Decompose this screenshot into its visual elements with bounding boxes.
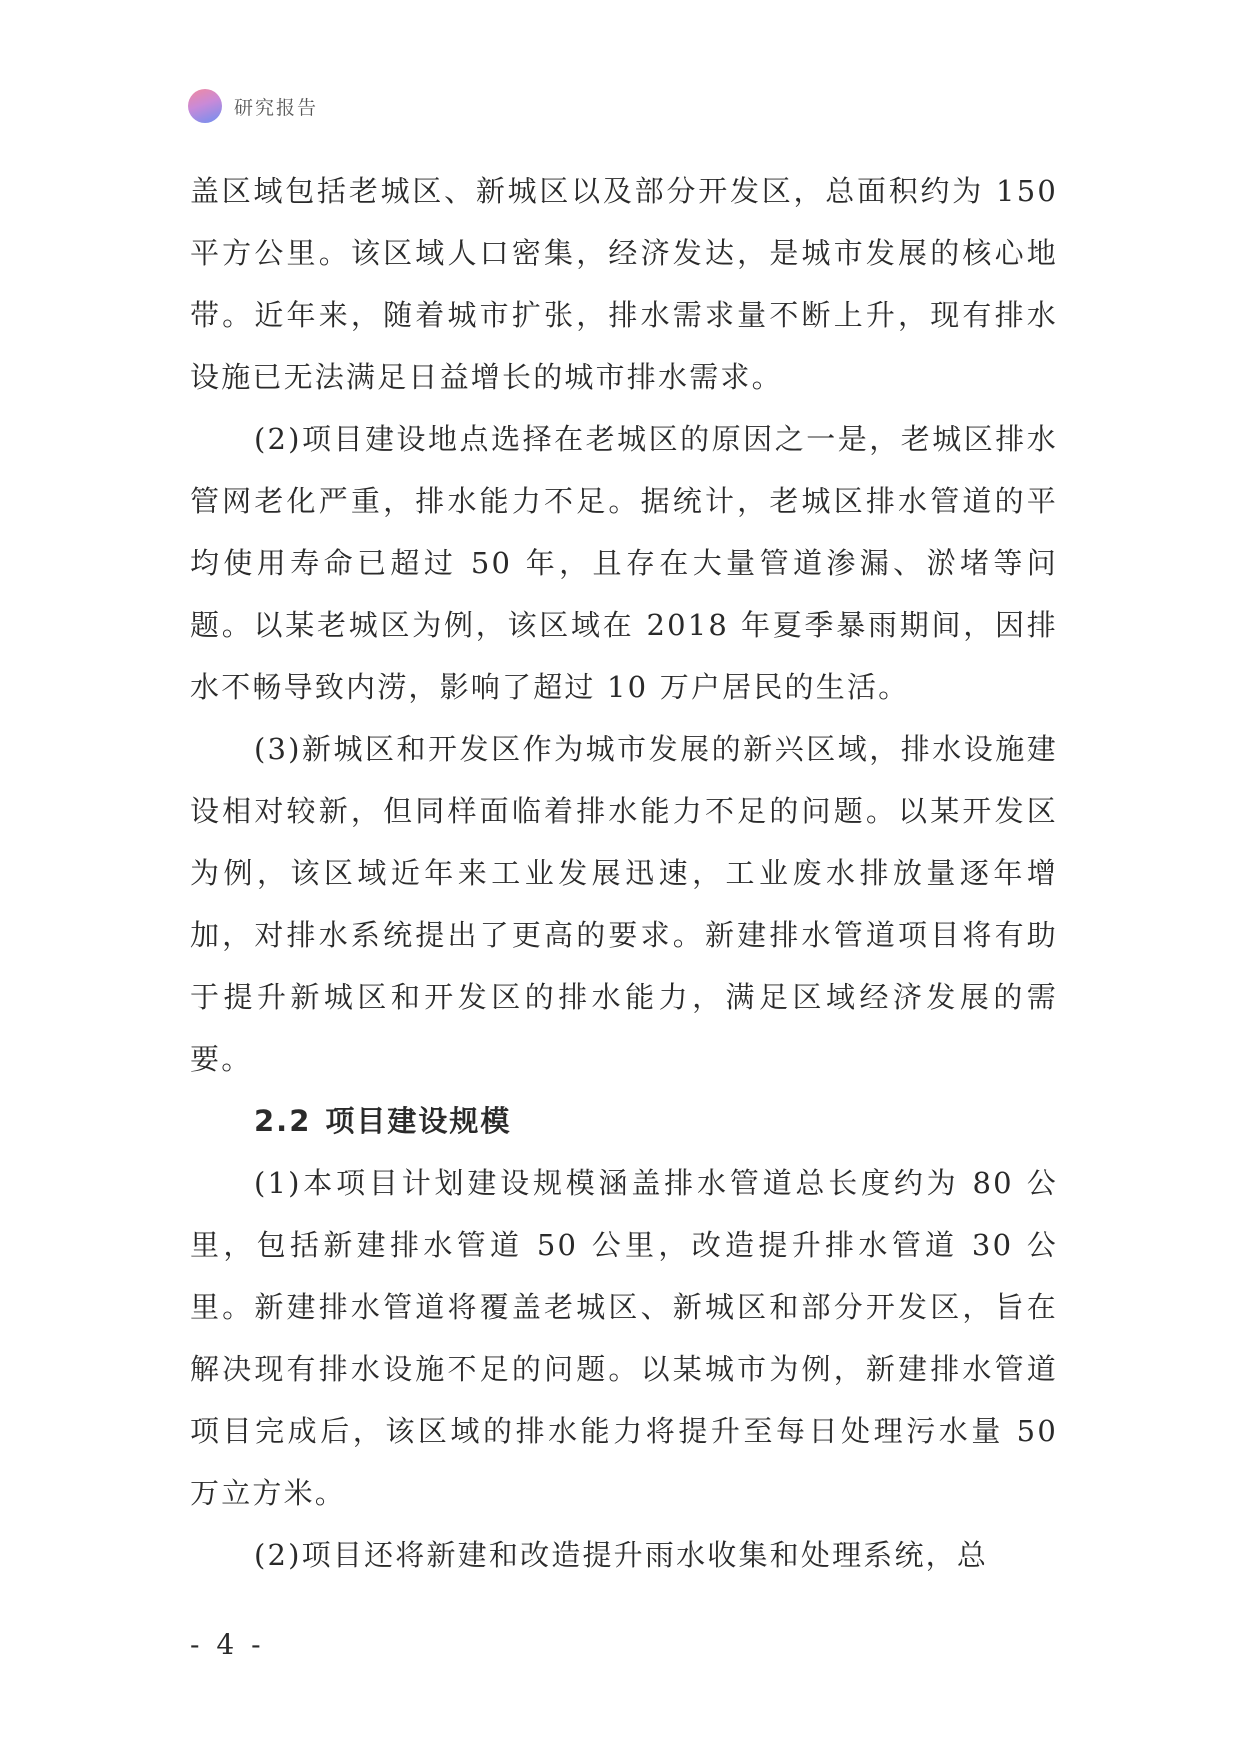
paragraph-2: (2)项目建设地点选择在老城区的原因之一是，老城区排水管网老化严重，排水能力不足。据统计，老城区排水管道的平均使用寿命已超过 50 年，且存在大量管道渗漏、淤堵等问题。以某老城区为例，该区域在 2018 年夏季暴雨期间，因排水不畅导致内涝，影响了超过 10 万户居民的生活。 [190,422,1058,704]
page-number: - 4 - [190,1628,265,1661]
gradient-circle-logo-icon [188,89,222,123]
section-number: 2.2 [254,1104,312,1138]
section-heading [190,1090,1058,1152]
page-header [188,88,318,124]
paragraph-5: (2)项目还将新建和改造提升雨水收集和处理系统，总 [254,1538,989,1572]
paragraph-3: (3)新城区和开发区作为城市发展的新兴区域，排水设施建设相对较新，但同样面临着排水能力不足的问题。以某开发区为例，该区域近年来工业发展迅速，工业废水排放量逐年增加，对排水系统提出了更高的要求。新建排水管道项目将有助于提升新城区和开发区的排水能力，满足区域经济发展的需要。 [190,732,1058,1076]
section-title: 项目建设规模 [325,1104,512,1138]
document-body [190,160,1058,1586]
paragraph-1: 盖区域包括老城区、新城区以及部分开发区，总面积约为 150 平方公里。该区域人口密集，经济发达，是城市发展的核心地带。近年来，随着城市扩张，排水需求量不断上升，现有排水设施已无法满足日益增长的城市排水需求。 [190,174,1058,394]
header-title: 研究报告 [234,96,319,119]
paragraph-4: (1)本项目计划建设规模涵盖排水管道总长度约为 80 公里，包括新建排水管道 50 公里，改造提升排水管道 30 公里。新建排水管道将覆盖老城区、新城区和部分开发区，旨在解决现有排水设施不足的问题。以某城市为例，新建排水管道项目完成后，该区域的排水能力将提升至每日处理污水量 50 万立方米。 [190,1166,1058,1510]
